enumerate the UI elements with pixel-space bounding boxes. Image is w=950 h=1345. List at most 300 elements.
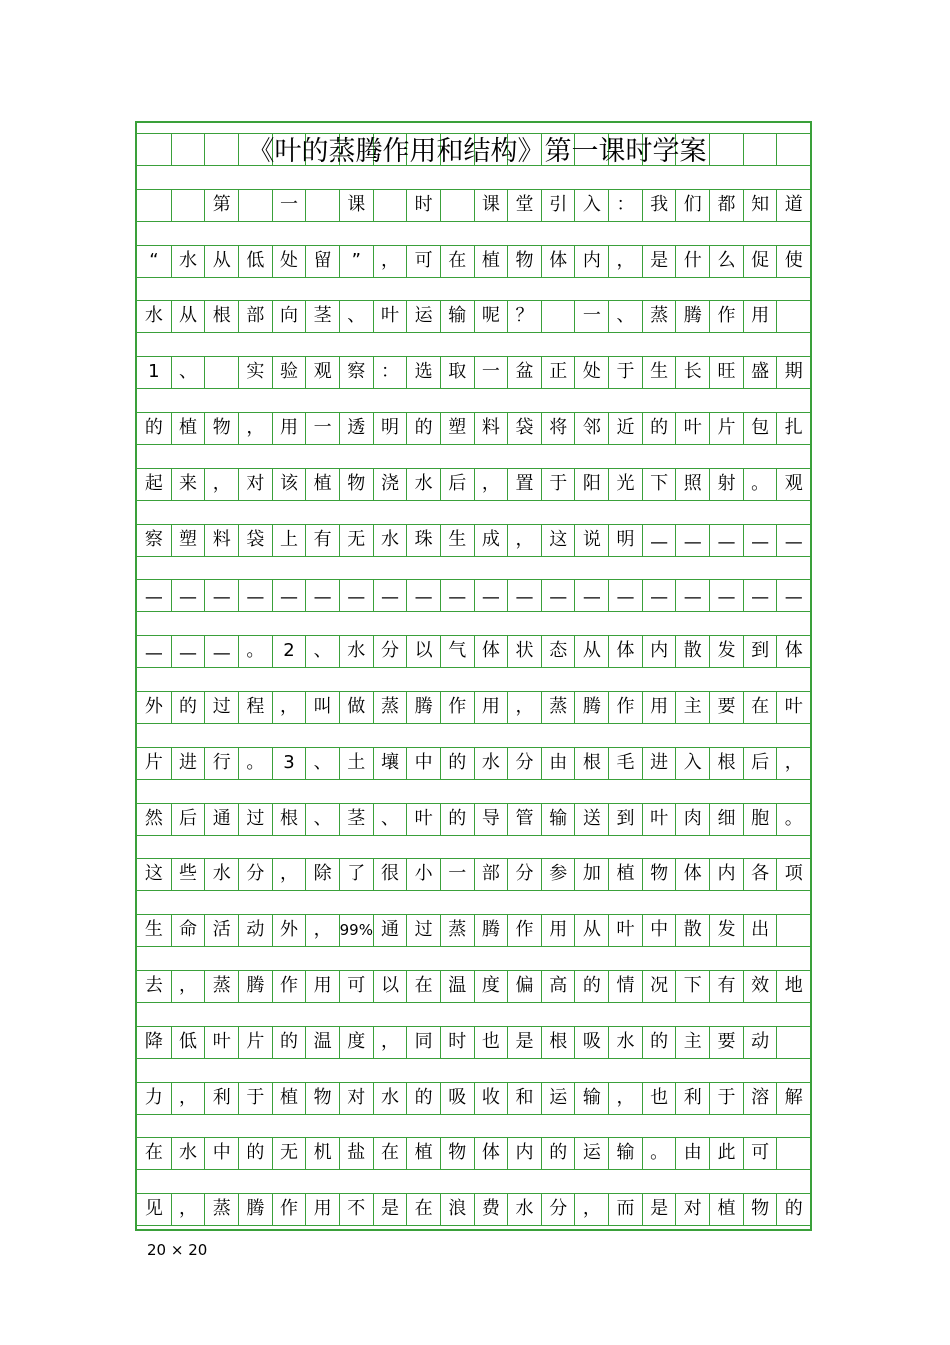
grid-cell: 包 xyxy=(743,412,777,444)
grid-cell: 珠 xyxy=(406,524,440,556)
grid-cell: 发 xyxy=(709,635,743,667)
grid-cell: 度 xyxy=(474,970,508,1002)
grid-cell: 明 xyxy=(608,524,642,556)
grid-cell: 然 xyxy=(144,807,163,829)
grid-cell: 用 xyxy=(743,300,777,332)
grid-cell: 片 xyxy=(144,751,163,773)
grid-cell: “ xyxy=(149,249,159,271)
grid-cell: 阳 xyxy=(574,468,608,500)
grid-cell: — xyxy=(474,579,508,611)
grid-cell: 片 xyxy=(238,1026,272,1058)
grid-cell: ， xyxy=(204,468,238,500)
grid-cell: ， xyxy=(474,468,508,500)
grid-cell: 主 xyxy=(675,691,709,723)
grid-cell: 作 xyxy=(709,300,743,332)
grid-cell: — xyxy=(171,635,205,667)
grid-cell: ， xyxy=(507,524,541,556)
grid-cell: 、 xyxy=(171,356,205,388)
grid-cell: 后 xyxy=(440,468,474,500)
grid-cell: 水 xyxy=(144,305,163,327)
grid-cell: 是 xyxy=(642,245,676,277)
band-bottom-rule xyxy=(137,500,810,501)
grid-cell: 察 xyxy=(339,356,373,388)
grid-cell: — xyxy=(541,579,575,611)
grid-cell: 时 xyxy=(440,1026,474,1058)
grid-cell: 地 xyxy=(776,970,810,1002)
grid-cell: 水 xyxy=(474,747,508,779)
grid-cell: 进 xyxy=(642,747,676,779)
grid-cell: 腾 xyxy=(675,300,709,332)
grid-cell xyxy=(776,1026,810,1058)
grid-size-label: 20 × 20 xyxy=(147,1241,208,1259)
grid-cell xyxy=(541,300,575,332)
grid-cell: 料 xyxy=(474,412,508,444)
grid-cell: 土 xyxy=(339,747,373,779)
grid-cell: 袋 xyxy=(238,524,272,556)
grid-cell: ， xyxy=(171,1193,205,1225)
grid-cell: 植 xyxy=(305,468,339,500)
grid-cell: 效 xyxy=(743,970,777,1002)
grid-cell: 体 xyxy=(776,635,810,667)
grid-cell: 叶 xyxy=(406,803,440,835)
grid-cell: 起 xyxy=(144,472,163,494)
grid-cell: ， xyxy=(238,412,272,444)
manuscript-grid-sheet xyxy=(135,121,812,1231)
grid-cell: 这 xyxy=(144,863,163,885)
grid-cell: 蒸 xyxy=(373,691,407,723)
grid-cell: — xyxy=(608,579,642,611)
grid-cell: 一 xyxy=(474,356,508,388)
grid-cell: 的 xyxy=(144,417,163,438)
grid-cell: 叶 xyxy=(675,412,709,444)
band-bottom-rule xyxy=(137,332,810,333)
grid-cell: 水 xyxy=(373,524,407,556)
grid-cell: 也 xyxy=(642,1082,676,1114)
grid-cell: 无 xyxy=(339,524,373,556)
grid-cell: 后 xyxy=(171,803,205,835)
grid-cell: 一 xyxy=(574,300,608,332)
grid-cell: 料 xyxy=(204,524,238,556)
grid-cell: ， xyxy=(373,245,407,277)
grid-cell: 过 xyxy=(406,914,440,946)
grid-cell: 不 xyxy=(339,1193,373,1225)
grid-cell: 呢 xyxy=(474,300,508,332)
grid-cell: 蒸 xyxy=(642,300,676,332)
grid-cell: 很 xyxy=(373,858,407,890)
grid-cell xyxy=(204,356,238,388)
grid-cell: 蒸 xyxy=(440,914,474,946)
grid-cell: 片 xyxy=(709,412,743,444)
grid-cell: ： xyxy=(373,356,407,388)
grid-cell: 置 xyxy=(507,468,541,500)
grid-cell: 低 xyxy=(238,245,272,277)
grid-cell: 过 xyxy=(238,803,272,835)
grid-cell: 引 xyxy=(541,189,575,221)
grid-cell: 项 xyxy=(776,858,810,890)
grid-cell: 通 xyxy=(373,914,407,946)
grid-cell: 在 xyxy=(743,691,777,723)
grid-cell: 外 xyxy=(272,914,306,946)
grid-cell: 腾 xyxy=(238,970,272,1002)
grid-cell: 盆 xyxy=(507,356,541,388)
grid-cell: 输 xyxy=(541,803,575,835)
grid-cell: 植 xyxy=(272,1082,306,1114)
grid-cell: ， xyxy=(305,914,339,946)
grid-cell: 蒸 xyxy=(204,1193,238,1225)
grid-cell: 水 xyxy=(171,245,205,277)
grid-cell: 中 xyxy=(204,1137,238,1169)
grid-cell: 从 xyxy=(204,245,238,277)
grid-cell: 入 xyxy=(574,189,608,221)
grid-cell: 留 xyxy=(305,245,339,277)
grid-cell: 散 xyxy=(675,635,709,667)
grid-cell: 在 xyxy=(440,245,474,277)
grid-cell: 些 xyxy=(171,858,205,890)
grid-cell: 。 xyxy=(776,803,810,835)
grid-cell: ， xyxy=(272,691,306,723)
grid-cell: 程 xyxy=(238,691,272,723)
grid-cell: 、 xyxy=(608,300,642,332)
grid-cell: — xyxy=(776,579,810,611)
grid-cell: 叶 xyxy=(608,914,642,946)
grid-cell: 处 xyxy=(574,356,608,388)
grid-cell: 了 xyxy=(339,858,373,890)
grid-cell: 、 xyxy=(305,803,339,835)
grid-cell: 吸 xyxy=(440,1082,474,1114)
grid-cell: ， xyxy=(776,747,810,779)
grid-cell: ， xyxy=(608,245,642,277)
grid-cell: 过 xyxy=(204,691,238,723)
grid-cell: 利 xyxy=(204,1082,238,1114)
grid-cell: 机 xyxy=(305,1137,339,1169)
grid-cell: 对 xyxy=(339,1082,373,1114)
grid-cell: 体 xyxy=(474,1137,508,1169)
grid-cell: 物 xyxy=(743,1193,777,1225)
grid-cell: 在 xyxy=(144,1142,163,1164)
grid-cell: 们 xyxy=(675,189,709,221)
grid-cell: ， xyxy=(373,1026,407,1058)
band-bottom-rule xyxy=(137,444,810,445)
grid-cell: — xyxy=(144,587,163,609)
grid-cell: 作 xyxy=(272,1193,306,1225)
grid-cell: 入 xyxy=(675,747,709,779)
grid-cell: 近 xyxy=(608,412,642,444)
grid-cell: 叶 xyxy=(373,300,407,332)
grid-cell: 内 xyxy=(642,635,676,667)
grid-cell: 去 xyxy=(144,975,163,996)
grid-cell: 察 xyxy=(144,528,163,550)
grid-cell: 的 xyxy=(440,747,474,779)
grid-cell: 费 xyxy=(474,1193,508,1225)
grid-cell: 分 xyxy=(541,1193,575,1225)
grid-cell: 体 xyxy=(675,858,709,890)
grid-cell: 水 xyxy=(204,858,238,890)
grid-cell: 况 xyxy=(642,970,676,1002)
grid-cell: 扎 xyxy=(776,412,810,444)
grid-cell: ： xyxy=(608,189,642,221)
title-grid-cell xyxy=(776,133,810,165)
grid-cell: 体 xyxy=(608,635,642,667)
grid-cell: 浇 xyxy=(373,468,407,500)
grid-cell: 情 xyxy=(608,970,642,1002)
grid-cell: 分 xyxy=(238,858,272,890)
grid-cell: — xyxy=(144,643,163,665)
grid-cell: 将 xyxy=(541,412,575,444)
grid-cell: 和 xyxy=(507,1082,541,1114)
grid-cell: 小 xyxy=(406,858,440,890)
grid-cell: 通 xyxy=(204,803,238,835)
grid-cell: — xyxy=(675,579,709,611)
grid-cell: — xyxy=(204,579,238,611)
grid-cell: 对 xyxy=(675,1193,709,1225)
grid-cell: 塑 xyxy=(440,412,474,444)
grid-cell: 么 xyxy=(709,245,743,277)
grid-cell: 内 xyxy=(507,1137,541,1169)
grid-cell: — xyxy=(776,524,810,556)
grid-cell: 下 xyxy=(675,970,709,1002)
grid-cell: 作 xyxy=(272,970,306,1002)
grid-cell: 水 xyxy=(339,635,373,667)
grid-cell: 一 xyxy=(272,189,306,221)
grid-cell: 选 xyxy=(406,356,440,388)
grid-cell: 道 xyxy=(776,189,810,221)
grid-cell: 于 xyxy=(541,468,575,500)
grid-cell: 毛 xyxy=(608,747,642,779)
grid-cell: 照 xyxy=(675,468,709,500)
grid-cell: 袋 xyxy=(507,412,541,444)
grid-cell: 腾 xyxy=(238,1193,272,1225)
grid-cell: 出 xyxy=(743,914,777,946)
grid-cell: 腾 xyxy=(406,691,440,723)
grid-cell: 什 xyxy=(675,245,709,277)
grid-cell: 促 xyxy=(743,245,777,277)
grid-cell: — xyxy=(642,524,676,556)
grid-cell: 、 xyxy=(305,747,339,779)
grid-cell: 状 xyxy=(507,635,541,667)
grid-cell: 度 xyxy=(339,1026,373,1058)
grid-cell: 送 xyxy=(574,803,608,835)
band-bottom-rule xyxy=(137,779,810,780)
grid-cell xyxy=(776,300,810,332)
grid-cell: — xyxy=(675,524,709,556)
grid-cell: 在 xyxy=(406,970,440,1002)
band-bottom-rule xyxy=(137,1114,810,1115)
grid-cell: 物 xyxy=(339,468,373,500)
grid-cell: 的 xyxy=(440,803,474,835)
grid-cell: ， xyxy=(608,1082,642,1114)
grid-cell: 第 xyxy=(204,189,238,221)
page-title: 《叶的蒸腾作用和结构》第一课时学案 xyxy=(247,136,707,167)
grid-cell: 态 xyxy=(541,635,575,667)
grid-cell: 有 xyxy=(709,970,743,1002)
grid-cell: 从 xyxy=(574,914,608,946)
grid-cell: 分 xyxy=(507,747,541,779)
grid-cell: 中 xyxy=(406,747,440,779)
grid-cell: 观 xyxy=(776,468,810,500)
grid-cell: 塑 xyxy=(171,524,205,556)
grid-cell xyxy=(776,914,810,946)
grid-cell: — xyxy=(440,579,474,611)
grid-cell: ” xyxy=(339,245,373,277)
grid-cell: 浪 xyxy=(440,1193,474,1225)
grid-cell: 无 xyxy=(272,1137,306,1169)
grid-cell: 水 xyxy=(507,1193,541,1225)
grid-cell: 的 xyxy=(171,691,205,723)
grid-cell: 降 xyxy=(144,1030,163,1052)
grid-cell: 是 xyxy=(373,1193,407,1225)
grid-cell: 可 xyxy=(743,1137,777,1169)
band-bottom-rule xyxy=(137,1058,810,1059)
grid-cell: 植 xyxy=(709,1193,743,1225)
grid-cell: 物 xyxy=(642,858,676,890)
grid-cell: 气 xyxy=(440,635,474,667)
grid-cell: 输 xyxy=(440,300,474,332)
grid-cell: 茎 xyxy=(339,803,373,835)
grid-cell: 用 xyxy=(272,412,306,444)
grid-cell: ， xyxy=(507,691,541,723)
grid-cell: 根 xyxy=(541,1026,575,1058)
grid-cell: 见 xyxy=(144,1198,163,1220)
grid-cell: 从 xyxy=(574,635,608,667)
grid-cell: 说 xyxy=(574,524,608,556)
grid-cell: 运 xyxy=(541,1082,575,1114)
grid-cell: 行 xyxy=(204,747,238,779)
grid-cell: 向 xyxy=(272,300,306,332)
grid-cell: 用 xyxy=(305,1193,339,1225)
grid-cell: 根 xyxy=(574,747,608,779)
grid-cell: 动 xyxy=(238,914,272,946)
grid-cell: 内 xyxy=(574,245,608,277)
grid-cell: 一 xyxy=(440,858,474,890)
grid-cell: 在 xyxy=(406,1193,440,1225)
grid-cell: 该 xyxy=(272,468,306,500)
grid-cell: 内 xyxy=(709,858,743,890)
grid-cell: 运 xyxy=(574,1137,608,1169)
grid-cell: 胞 xyxy=(743,803,777,835)
grid-cell: 生 xyxy=(144,919,163,941)
grid-cell: 的 xyxy=(642,412,676,444)
grid-cell: 分 xyxy=(373,635,407,667)
grid-cell: 水 xyxy=(608,1026,642,1058)
grid-cell: 偏 xyxy=(507,970,541,1002)
grid-cell: 细 xyxy=(709,803,743,835)
grid-cell: 后 xyxy=(743,747,777,779)
grid-cell: 各 xyxy=(743,858,777,890)
grid-cell: 、 xyxy=(305,635,339,667)
grid-cell: 根 xyxy=(709,747,743,779)
grid-cell: 腾 xyxy=(574,691,608,723)
grid-cell: 我 xyxy=(642,189,676,221)
grid-cell: 光 xyxy=(608,468,642,500)
grid-cell: 输 xyxy=(608,1137,642,1169)
grid-cell: 生 xyxy=(440,524,474,556)
grid-cell: 使 xyxy=(776,245,810,277)
grid-cell: — xyxy=(574,579,608,611)
grid-cell: 要 xyxy=(709,691,743,723)
grid-cell: ， xyxy=(272,858,306,890)
grid-cell: — xyxy=(743,579,777,611)
grid-cell: 到 xyxy=(608,803,642,835)
grid-cell: 活 xyxy=(204,914,238,946)
grid-cell: 时 xyxy=(406,189,440,221)
grid-cell: 命 xyxy=(171,914,205,946)
grid-cell: 1 xyxy=(148,361,160,383)
band-bottom-rule xyxy=(137,388,810,389)
grid-cell: 高 xyxy=(541,970,575,1002)
grid-cell: 中 xyxy=(642,914,676,946)
grid-cell: 盐 xyxy=(339,1137,373,1169)
grid-cell: 主 xyxy=(675,1026,709,1058)
grid-cell: 实 xyxy=(238,356,272,388)
grid-cell: 低 xyxy=(171,1026,205,1058)
grid-cell: — xyxy=(507,579,541,611)
grid-cell: — xyxy=(743,524,777,556)
grid-cell: 用 xyxy=(541,914,575,946)
grid-cell: 要 xyxy=(709,1026,743,1058)
grid-cell: 根 xyxy=(204,300,238,332)
grid-cell: — xyxy=(642,579,676,611)
grid-cell: 解 xyxy=(776,1082,810,1114)
grid-cell: 生 xyxy=(642,356,676,388)
grid-cell: 这 xyxy=(541,524,575,556)
grid-cell: 部 xyxy=(238,300,272,332)
grid-cell: 体 xyxy=(541,245,575,277)
grid-cell: 的 xyxy=(272,1026,306,1058)
grid-cell: 除 xyxy=(305,858,339,890)
band-bottom-rule xyxy=(137,1225,810,1226)
grid-cell: 有 xyxy=(305,524,339,556)
grid-cell: 吸 xyxy=(574,1026,608,1058)
grid-cell: 蒸 xyxy=(541,691,575,723)
band-bottom-rule xyxy=(137,723,810,724)
grid-cell xyxy=(373,189,407,221)
grid-cell: 的 xyxy=(238,1137,272,1169)
grid-cell: 叶 xyxy=(776,691,810,723)
grid-cell: ， xyxy=(171,970,205,1002)
grid-cell: 物 xyxy=(507,245,541,277)
band-bottom-rule xyxy=(137,890,810,891)
grid-cell: — xyxy=(339,579,373,611)
grid-cell: 做 xyxy=(339,691,373,723)
grid-cell: 动 xyxy=(743,1026,777,1058)
grid-cell: 取 xyxy=(440,356,474,388)
grid-cell: 分 xyxy=(507,858,541,890)
grid-cell: 以 xyxy=(406,635,440,667)
grid-cell: 茎 xyxy=(305,300,339,332)
grid-cell: 水 xyxy=(373,1082,407,1114)
grid-cell: 来 xyxy=(171,468,205,500)
grid-cell: ？ xyxy=(507,300,541,332)
grid-cell: 加 xyxy=(574,858,608,890)
grid-cell: 验 xyxy=(272,356,306,388)
grid-cell: 溶 xyxy=(743,1082,777,1114)
grid-cell: 的 xyxy=(642,1026,676,1058)
grid-cell: 温 xyxy=(305,1026,339,1058)
band-bottom-rule xyxy=(137,611,810,612)
grid-cell: 盛 xyxy=(743,356,777,388)
grid-cell: 在 xyxy=(373,1137,407,1169)
grid-cell: 处 xyxy=(272,245,306,277)
grid-cell: 腾 xyxy=(474,914,508,946)
grid-cell: 、 xyxy=(373,803,407,835)
grid-cell: 课 xyxy=(339,189,373,221)
grid-cell: 。 xyxy=(238,635,272,667)
grid-cell: 是 xyxy=(642,1193,676,1225)
grid-cell: 收 xyxy=(474,1082,508,1114)
grid-cell: 、 xyxy=(339,300,373,332)
grid-cell: 叫 xyxy=(305,691,339,723)
grid-cell: ， xyxy=(171,1082,205,1114)
